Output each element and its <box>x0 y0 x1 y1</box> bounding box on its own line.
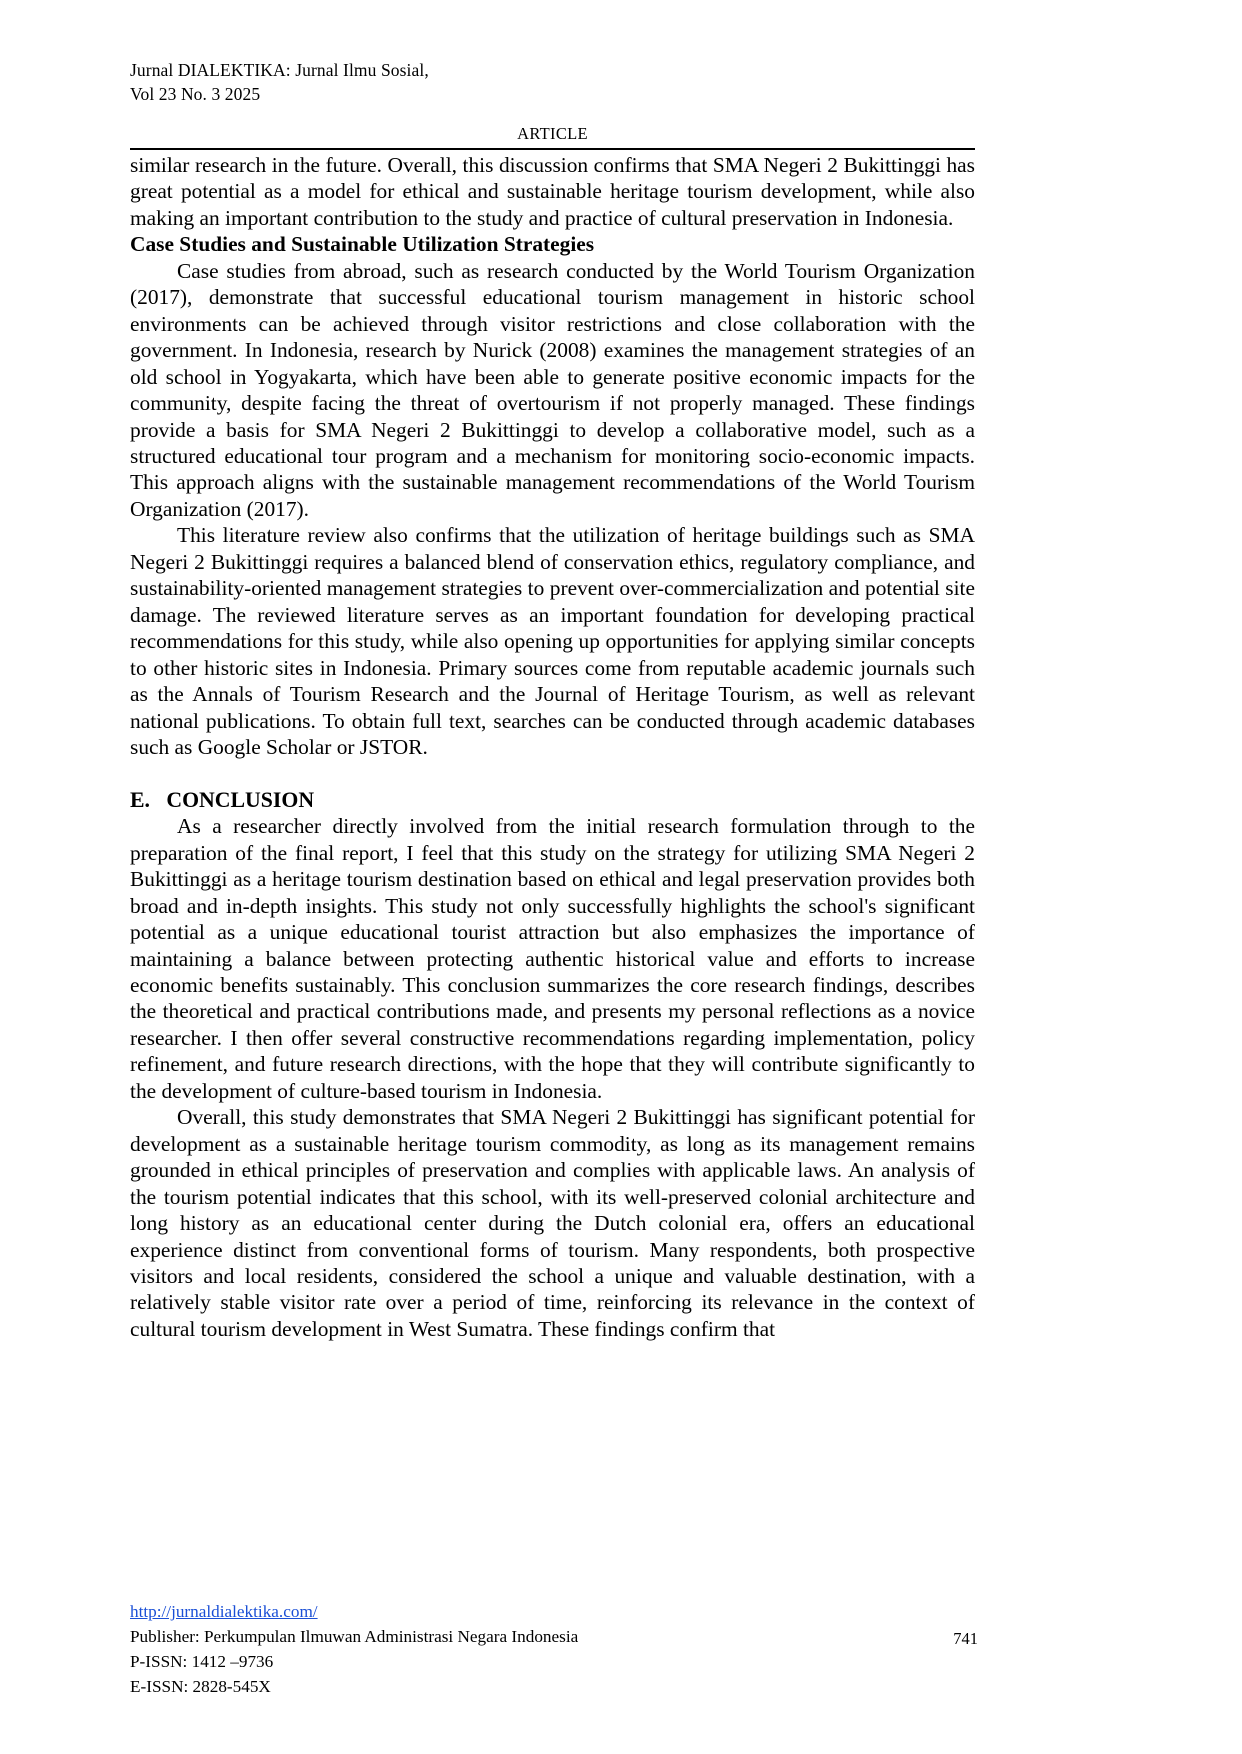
header-divider <box>130 148 975 150</box>
article-type-label: ARTICLE <box>517 124 588 143</box>
footer-e-issn: E-ISSN: 2828-545X <box>130 1676 271 1696</box>
paragraph-conclusion-1: As a researcher directly involved from the initial research formulation through to the preparation of the final report, I feel that this study on the strategy for utilizing SMA Negeri 2 Bukittinggi as a heritage tourism destination based on ethical and legal preservation provides both broad and in-depth insights. This study not only successfully highlights the school's significant potential as a unique educational tourist attraction but also emphasizes the importance of maintaining a balance between protecting authentic historical value and efforts to increase economic benefits sustainably. This conclusion summarizes the core research findings, describes the theoretical and practical contributions made, and presents my personal reflections as a novice researcher. I then offer several constructive recommendations regarding implementation, policy refinement, and future research directions, with the hope that they will contribute significantly to the development of culture-based tourism in Indonesia. <box>130 814 975 1103</box>
section-spacer <box>130 760 975 786</box>
footer-url-line <box>130 1600 975 1625</box>
journal-title-line: Jurnal DIALEKTIKA: Jurnal Ilmu Sosial, <box>130 60 429 80</box>
paragraph-literature-review: This literature review also confirms that the utilization of heritage buildings such as SMA Negeri 2 Bukittinggi requires a balanced blend of conservation ethics, regulatory compliance, and sustainability-oriented management strategies to prevent over-commercialization and potential site damage. The reviewed literature serves as an important foundation for developing practical recommendations for this study, while also opening up opportunities for applying similar concepts to other historic sites in Indonesia. Primary sources come from reputable academic journals such as the Annals of Tourism Research and the Journal of Heritage Tourism, as well as relevant national publications. To obtain full text, searches can be conducted through academic databases such as Google Scholar or JSTOR. <box>130 523 975 759</box>
journal-volume-line: Vol 23 No. 3 2025 <box>130 84 261 105</box>
page-number: 741 <box>953 1629 978 1648</box>
footer-p-issn: P-ISSN: 1412 –9736 <box>130 1651 274 1671</box>
paragraph-conclusion-2: Overall, this study demonstrates that SMA Negeri 2 Bukittinggi has significant potential for development as a sustainable heritage tourism commodity, as long as its management remains grounded in ethical principles of preservation and complies with applicable laws. An analysis of the tourism potential indicates that this school, with its well-preserved colonial architecture and long history as an educational center during the Dutch colonial era, offers an educational experience distinct from conventional forms of tourism. Many respondents, both prospective visitors and local residents, considered the school a unique and valuable destination, with a relatively stable visitor rate over a period of time, reinforcing its relevance in the context of cultural tourism development in West Sumatra. These findings confirm that <box>130 1105 975 1341</box>
page-footer <box>130 1600 975 1700</box>
section-heading-conclusion: E. CONCLUSION <box>130 787 315 812</box>
running-head <box>130 58 830 106</box>
article-body <box>130 152 975 1342</box>
journal-website-link[interactable]: http://jurnaldialektika.com/ <box>130 1602 318 1621</box>
paragraph-continued: similar research in the future. Overall, this discussion confirms that SMA Negeri 2 Bukittinggi has great potential as a model for ethical and sustainable heritage tourism development, while also making an important contribution to the study and practice of cultural preservation in Indonesia. <box>130 153 975 230</box>
footer-publisher: Publisher: Perkumpulan Ilmuwan Administrasi Negara Indonesia <box>130 1626 579 1646</box>
paragraph-case-studies: Case studies from abroad, such as research conducted by the World Tourism Organization (2017), demonstrate that successful educational tourism management in historic school environments can be achieved through visitor restrictions and close collaboration with the government. In Indonesia, research by Nurick (2008) examines the management strategies of an old school in Yogyakarta, which have been able to generate positive economic impacts for the community, despite facing the threat of overtourism if not properly managed. These findings provide a basis for SMA Negeri 2 Bukittinggi to develop a collaborative model, such as a structured educational tour program and a mechanism for monitoring socio-economic impacts. This approach aligns with the sustainable management recommendations of the World Tourism Organization (2017). <box>130 258 975 521</box>
subheading-case-studies: Case Studies and Sustainable Utilization Strategies <box>130 232 595 257</box>
